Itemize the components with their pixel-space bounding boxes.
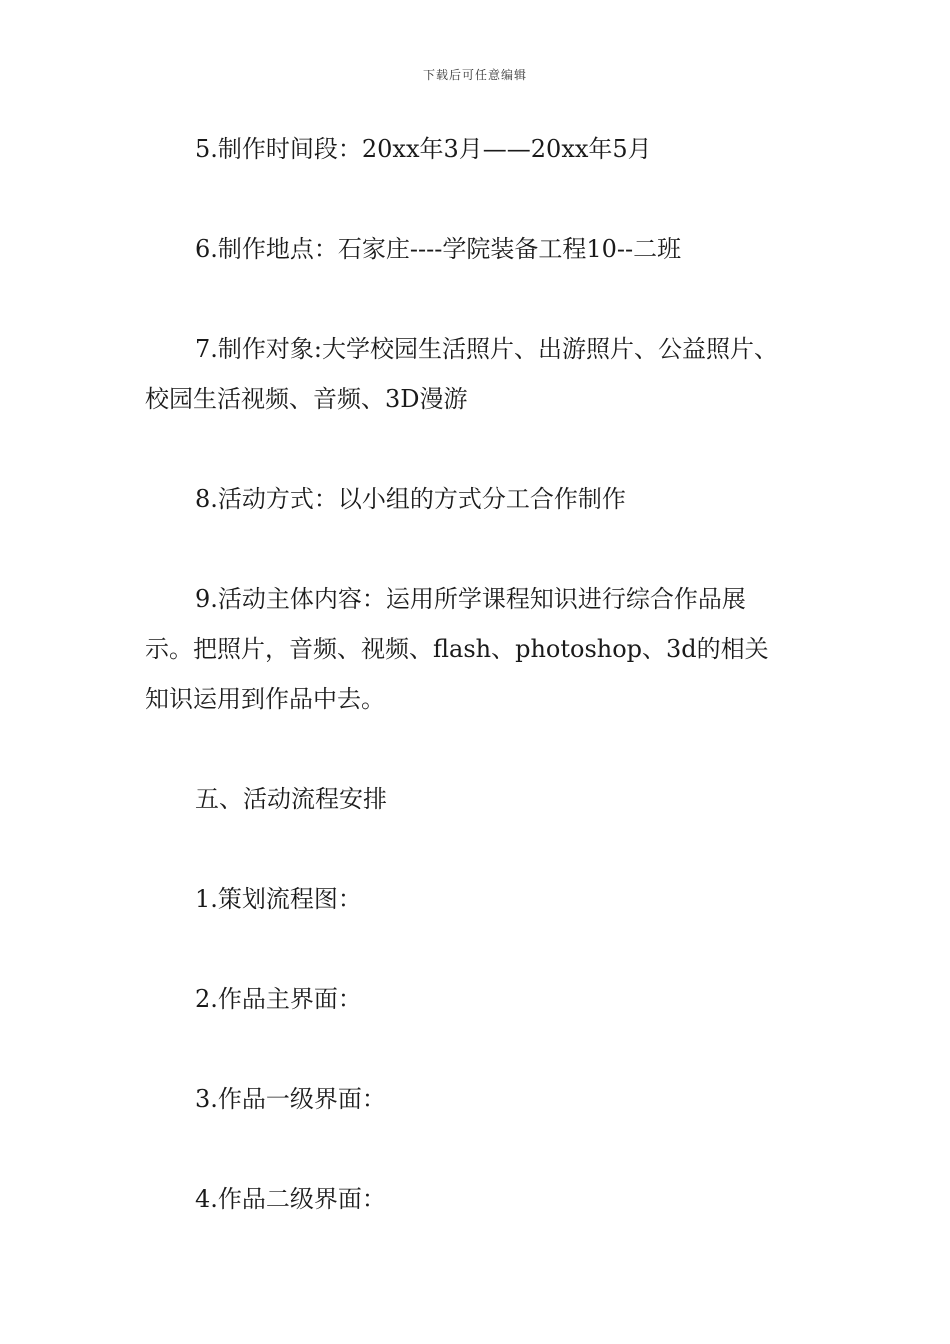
paragraph-level2-interface	[145, 1174, 825, 1224]
paragraph-main-interface	[145, 974, 825, 1024]
text-line: 2.作品主界面：	[195, 985, 362, 1013]
text-line: 6.制作地点：石家庄----学院装备工程10--二班	[195, 235, 682, 263]
text-line: 4.作品二级界面：	[195, 1185, 386, 1213]
text-line: 示。把照片，音频、视频、flash、photoshop、3d的相关	[145, 635, 769, 663]
page-header: 下载后可任意编辑	[422, 68, 527, 82]
text-line: 校园生活视频、音频、3D漫游	[145, 385, 468, 413]
text-line: 五、活动流程安排	[195, 785, 387, 813]
paragraph-production-objects	[145, 324, 825, 424]
paragraph-level1-interface	[145, 1074, 825, 1124]
text-line: 7.制作对象:大学校园生活照片、出游照片、公益照片、	[195, 335, 778, 363]
text-line: 8.活动方式：以小组的方式分工合作制作	[195, 485, 626, 513]
paragraph-production-location	[145, 224, 825, 274]
text-line: 9.活动主体内容：运用所学课程知识进行综合作品展	[195, 585, 746, 613]
paragraph-activity-method	[145, 474, 825, 524]
paragraph-activity-content	[145, 574, 825, 724]
text-line: 3.作品一级界面：	[195, 1085, 386, 1113]
text-line: 知识运用到作品中去。	[145, 685, 385, 713]
text-line: 5.制作时间段：20xx年3月——20xx年5月	[195, 135, 652, 163]
section-heading-activity-flow	[145, 774, 825, 824]
paragraph-planning-flowchart	[145, 874, 825, 924]
text-line: 1.策划流程图：	[195, 885, 362, 913]
paragraph-production-period	[145, 124, 825, 174]
